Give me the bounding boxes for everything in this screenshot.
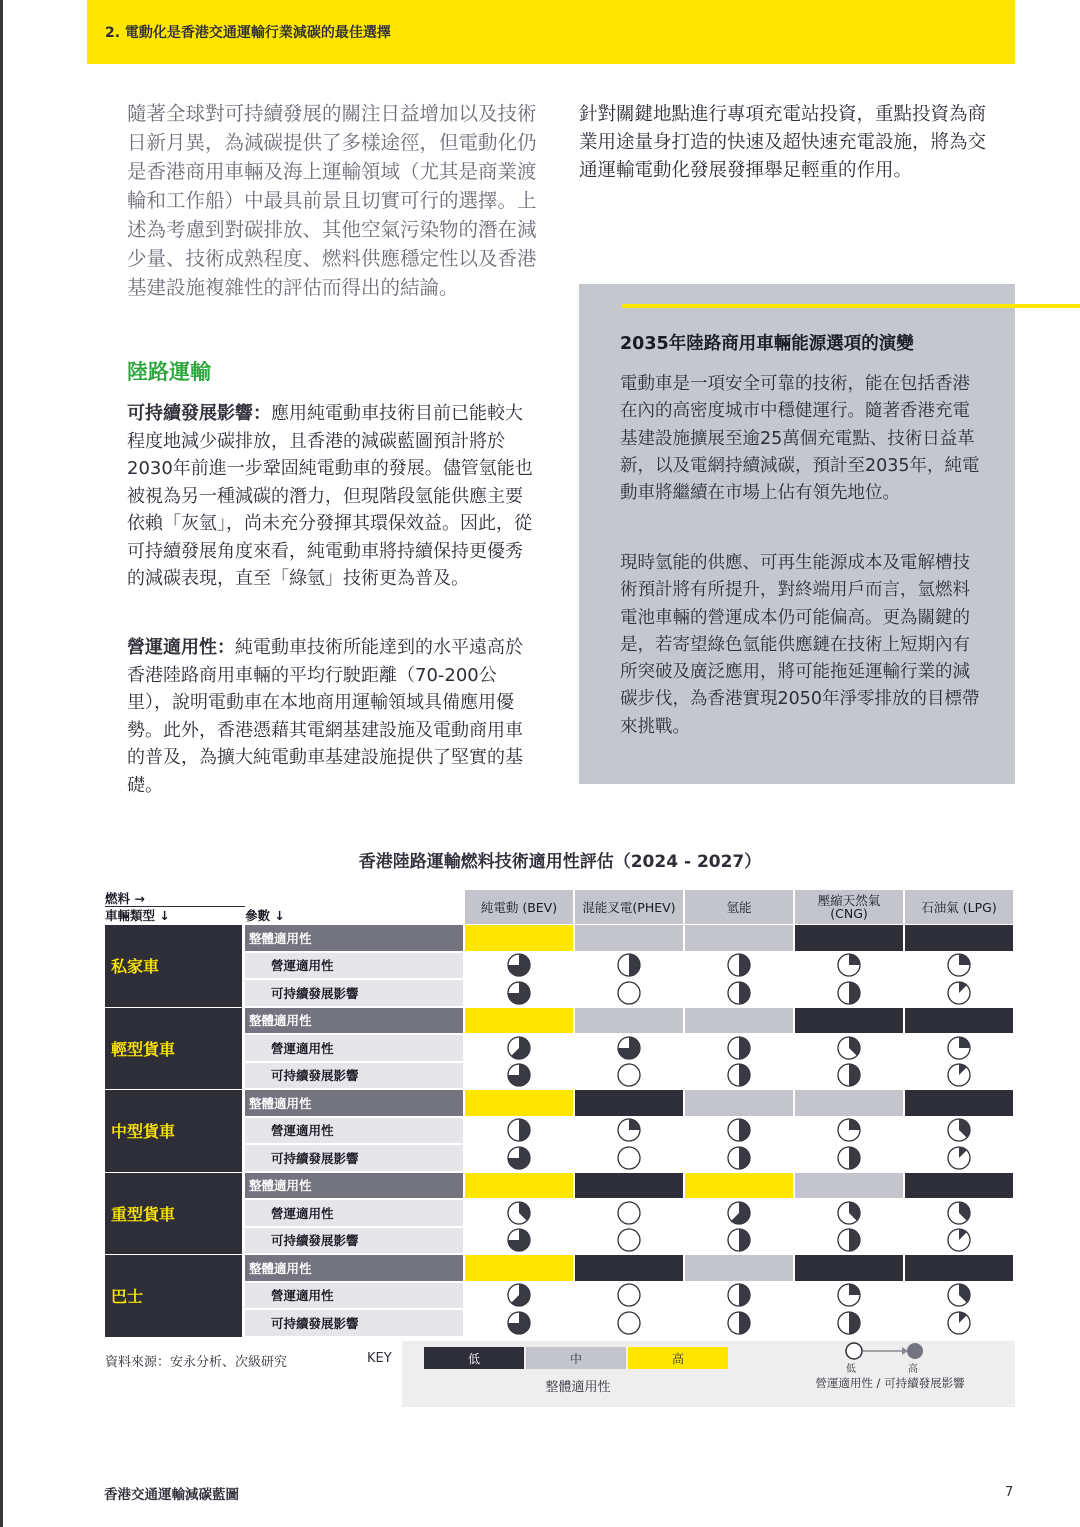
fuel-header-1: 混能叉電(PHEV)	[575, 890, 683, 924]
ops-harvey-ball	[946, 1035, 972, 1061]
footer-title: 香港交通運輸減碳藍圖	[104, 1487, 239, 1503]
sustainability-text: 應用純電動車技術目前已能較大程度地減少碳排放，且香港的減碳藍圖預計將於2030年前進一步鞏固純電動車的發展。儘管氫能也被視為另一種減碳的潛力，但現階段氫能供應主要依賴「灰氫」，尚未充分發揮其環保效益。因此，從可持續發展角度來看，純電動車將持續保持更優秀的減碳表現，直至「綠氫」技術更為普及。	[127, 403, 533, 589]
sustainability-harvey-ball-ring	[618, 982, 640, 1004]
overall-indicator-mid	[795, 1173, 903, 1199]
corner-fuel-label: 燃料 →	[105, 890, 245, 907]
overall-indicator-mid	[575, 925, 683, 951]
overall-indicator-high	[465, 1090, 573, 1116]
overall-indicator-mid	[685, 1008, 793, 1034]
sustainability-harvey-ball	[836, 980, 862, 1006]
page-number: 7	[1005, 1485, 1014, 1500]
sustainability-harvey-ball-fill	[739, 982, 750, 1004]
sustainability-harvey-ball	[836, 1227, 862, 1253]
sustainability-harvey-ball	[506, 1062, 532, 1088]
intro-paragraph: 隨著全球對可持續發展的關注日益增加以及技術日新月異，為減碳提供了多樣途徑，但電動化仍是香港商用車輛及海上運輸領域（尤其是商業渡輪和工作船）中最具前景且切實可行的選擇。上述為考慮到對碳排放、其他空氣污染物的潛在減少量、技術成熟程度、燃料供應穩定性以及香港基建設施複雜性的評估而得出的結論。	[127, 102, 537, 299]
operations-text: 純電動車技術所能達到的水平遠高於香港陸路商用車輛的平均行駛距離（70-200公里），說明電動車在本地商用運輸領域具備應用優勢。此外，香港憑藉其電網基建設施及電動商用車的普及，為擴大純電動車基建設施提供了堅實的基礎。	[127, 637, 523, 796]
sustainability-harvey-ball	[616, 980, 642, 1006]
vehicle-label: 輕型貨車	[105, 1008, 242, 1090]
sustainability-harvey-ball	[946, 1310, 972, 1336]
ops-harvey-ball	[616, 1200, 642, 1226]
fuel-header-3: 壓縮天然氣 (CNG)	[795, 890, 903, 924]
sustainability-harvey-ball	[616, 1227, 642, 1253]
sidebar-box-paragraph-1: 電動車是一項安全可靠的技術，能在包括香港在內的高密度城市中穩健運行。隨著香港充電基建設施擴展至逾25萬個充電點、技術日益革新，以及電網持續減碳，預計至2035年，純電動車將繼續在市場上佔有領先地位。	[620, 374, 980, 504]
sustainability-paragraph	[127, 400, 539, 593]
source-note: 資料來源：安永分析、次級研究	[105, 1355, 288, 1370]
fuel-header-4: 石油氣 (LPG)	[905, 890, 1013, 924]
sustainability-harvey-ball	[726, 1310, 752, 1336]
sustainability-harvey-ball-fill	[849, 1312, 860, 1334]
overall-indicator-high	[465, 1008, 573, 1034]
ops-harvey-ball	[836, 1200, 862, 1226]
vehicle-label: 巴士	[105, 1255, 242, 1337]
operations-lead: 營運適用性：	[127, 637, 235, 658]
sustainability-harvey-ball-fill	[739, 1064, 750, 1086]
param-ops-label: 營運適用性	[245, 1035, 463, 1061]
table-title: 香港陸路運輸燃料技術適用性評估（2024 - 2027）	[358, 852, 762, 872]
vehicle-label: 重型貨車	[105, 1173, 242, 1255]
overall-indicator-low	[795, 1255, 903, 1281]
key-overall-label: 整體適用性	[545, 1380, 611, 1395]
overall-indicator-low	[905, 1008, 1013, 1034]
sustainability-harvey-ball-fill	[849, 1064, 860, 1086]
param-ops-label: 營運適用性	[245, 1200, 463, 1226]
ops-harvey-ball	[616, 1117, 642, 1143]
param-sus-label: 可持續發展影響	[245, 1063, 463, 1089]
sidebar-box-paragraph-2: 現時氫能的供應、可再生能源成本及電解槽技術預計將有所提升，對終端用戶而言，氫燃料電池車輛的營運成本仍可能偏高。更為關鍵的是，若寄望綠色氫能供應鏈在技術上短期內有所突破及廣泛應用，將可能拖延運輸行業的減碳步伐，為香港實現2050年淨零排放的目標帶來挑戰。	[620, 553, 980, 737]
legend-low-label: 低	[846, 1364, 856, 1375]
ops-harvey-ball	[946, 952, 972, 978]
sustainability-harvey-ball-ring	[618, 1312, 640, 1334]
sustainability-harvey-ball	[616, 1310, 642, 1336]
ops-harvey-ball-fill	[629, 954, 640, 976]
vehicle-label: 私家車	[105, 925, 242, 1007]
fuel-header-0: 純電動 (BEV)	[465, 890, 573, 924]
sustainability-harvey-ball-ring	[618, 1147, 640, 1169]
ops-harvey-ball	[836, 1282, 862, 1308]
sustainability-harvey-ball	[726, 1145, 752, 1171]
ops-harvey-ball-fill	[629, 1119, 640, 1130]
sustainability-harvey-ball	[726, 1062, 752, 1088]
ops-harvey-ball	[616, 1282, 642, 1308]
sustainability-harvey-ball-fill	[739, 1312, 750, 1334]
param-sus-label: 可持續發展影響	[245, 1145, 463, 1171]
right-intro-paragraph: 針對關鍵地點進行專項充電站投資，重點投資為商業用途量身打造的快速及超快速充電設施，將為交通運輸電動化發展發揮舉足輕重的作用。	[579, 104, 987, 181]
ops-harvey-ball-fill	[739, 954, 750, 976]
ops-harvey-ball	[726, 952, 752, 978]
sustainability-harvey-ball-ring	[618, 1064, 640, 1086]
key-high-swatch: 高	[628, 1347, 728, 1369]
overall-indicator-mid	[795, 1090, 903, 1116]
ops-harvey-ball	[506, 1282, 532, 1308]
legend-ops-label: 營運適用性 / 可持續發展影響	[815, 1376, 965, 1390]
param-sus-label: 可持續發展影響	[245, 980, 463, 1006]
sustainability-harvey-ball	[836, 1310, 862, 1336]
ops-harvey-ball	[946, 1117, 972, 1143]
sustainability-harvey-ball-fill	[739, 1229, 750, 1251]
param-overall-label: 整體適用性	[245, 925, 463, 951]
ops-harvey-ball-fill	[739, 1037, 750, 1059]
ops-harvey-ball	[616, 952, 642, 978]
ops-harvey-ball	[506, 952, 532, 978]
overall-indicator-low	[905, 925, 1013, 951]
ops-harvey-ball	[836, 952, 862, 978]
ops-harvey-ball-ring	[618, 1202, 640, 1224]
sustainability-harvey-ball-fill	[739, 1147, 750, 1169]
param-ops-label: 營運適用性	[245, 1118, 463, 1144]
ops-harvey-ball	[506, 1035, 532, 1061]
assessment-table	[105, 890, 1015, 1338]
overall-indicator-high	[465, 1255, 573, 1281]
corner-param-label: 參數 ↓	[245, 908, 285, 923]
key-mid-swatch: 中	[526, 1347, 626, 1369]
legend-full-circle-icon	[907, 1343, 923, 1359]
ops-harvey-ball	[946, 1282, 972, 1308]
key-low-swatch: 低	[424, 1347, 524, 1369]
section-title: 2. 電動化是香港交通運輸行業減碳的最佳選擇	[105, 25, 391, 41]
ops-harvey-ball	[506, 1200, 532, 1226]
overall-indicator-low	[905, 1255, 1013, 1281]
sustainability-harvey-ball	[946, 980, 972, 1006]
param-overall-label: 整體適用性	[245, 1255, 463, 1281]
vehicle-label: 中型貨車	[105, 1090, 242, 1172]
ops-harvey-ball-fill	[959, 1037, 970, 1048]
corner-vehicle-label: 車輛類型 ↓	[105, 908, 170, 923]
param-overall-label: 整體適用性	[245, 1090, 463, 1116]
sustainability-harvey-ball	[946, 1062, 972, 1088]
sustainability-harvey-ball-fill	[849, 1147, 860, 1169]
overall-indicator-low	[905, 1090, 1013, 1116]
sustainability-harvey-ball	[506, 980, 532, 1006]
overall-indicator-high	[465, 1173, 573, 1199]
sustainability-harvey-ball-ring	[618, 1229, 640, 1251]
ops-harvey-ball-fill	[959, 954, 970, 965]
ops-harvey-ball	[946, 1200, 972, 1226]
key-label: KEY	[367, 1351, 392, 1366]
ops-harvey-ball-ring	[618, 1284, 640, 1306]
ops-harvey-ball	[616, 1035, 642, 1061]
param-ops-label: 營運適用性	[245, 1283, 463, 1309]
ops-harvey-ball	[726, 1035, 752, 1061]
param-overall-label: 整體適用性	[245, 1008, 463, 1034]
param-overall-label: 整體適用性	[245, 1173, 463, 1199]
ops-harvey-ball	[726, 1117, 752, 1143]
ops-harvey-ball-fill	[519, 1119, 530, 1141]
overall-indicator-low	[905, 1173, 1013, 1199]
land-transport-heading: 陸路運輸	[127, 360, 211, 384]
ops-harvey-ball	[836, 1117, 862, 1143]
ops-harvey-ball	[506, 1117, 532, 1143]
sustainability-lead: 可持續發展影響：	[127, 403, 271, 424]
ops-harvey-ball-fill	[739, 1284, 750, 1306]
sustainability-harvey-ball	[946, 1145, 972, 1171]
overall-indicator-high	[465, 925, 573, 951]
ops-harvey-ball-fill	[739, 1119, 750, 1141]
overall-indicator-low	[575, 1173, 683, 1199]
legend-high-label: 高	[908, 1364, 918, 1375]
sustainability-harvey-ball	[836, 1145, 862, 1171]
ops-harvey-ball-fill	[849, 1284, 860, 1295]
ops-harvey-ball	[726, 1282, 752, 1308]
overall-indicator-mid	[575, 1008, 683, 1034]
sustainability-harvey-ball	[836, 1062, 862, 1088]
sidebar-box-title: 2035年陸路商用車輛能源選項的演變	[620, 334, 914, 354]
param-sus-label: 可持續發展影響	[245, 1228, 463, 1254]
operations-paragraph	[127, 634, 539, 799]
sidebar-accent-line	[622, 304, 1080, 308]
ops-harvey-ball	[726, 1200, 752, 1226]
sustainability-harvey-ball	[616, 1145, 642, 1171]
param-sus-label: 可持續發展影響	[245, 1310, 463, 1336]
sustainability-harvey-ball	[506, 1310, 532, 1336]
overall-indicator-low	[795, 1008, 903, 1034]
overall-indicator-low	[575, 1090, 683, 1116]
overall-indicator-low	[575, 1255, 683, 1281]
sustainability-harvey-ball	[616, 1062, 642, 1088]
ops-harvey-ball	[836, 1035, 862, 1061]
sustainability-harvey-ball-fill	[849, 1229, 860, 1251]
ops-harvey-ball-fill	[849, 954, 860, 965]
overall-indicator-high	[685, 1173, 793, 1199]
overall-indicator-mid	[685, 1255, 793, 1281]
overall-indicator-mid	[685, 925, 793, 951]
sustainability-harvey-ball	[726, 1227, 752, 1253]
sustainability-harvey-ball	[506, 1145, 532, 1171]
legend-empty-circle-icon	[846, 1343, 862, 1359]
sustainability-harvey-ball	[506, 1227, 532, 1253]
overall-indicator-mid	[685, 1090, 793, 1116]
fuel-header-2: 氫能	[685, 890, 793, 924]
param-ops-label: 營運適用性	[245, 953, 463, 979]
sustainability-harvey-ball	[946, 1227, 972, 1253]
page-edge-bar	[0, 0, 3, 1527]
sustainability-harvey-ball	[726, 980, 752, 1006]
ops-harvey-ball-fill	[849, 1119, 860, 1130]
overall-indicator-low	[795, 925, 903, 951]
sustainability-harvey-ball-fill	[849, 982, 860, 1004]
